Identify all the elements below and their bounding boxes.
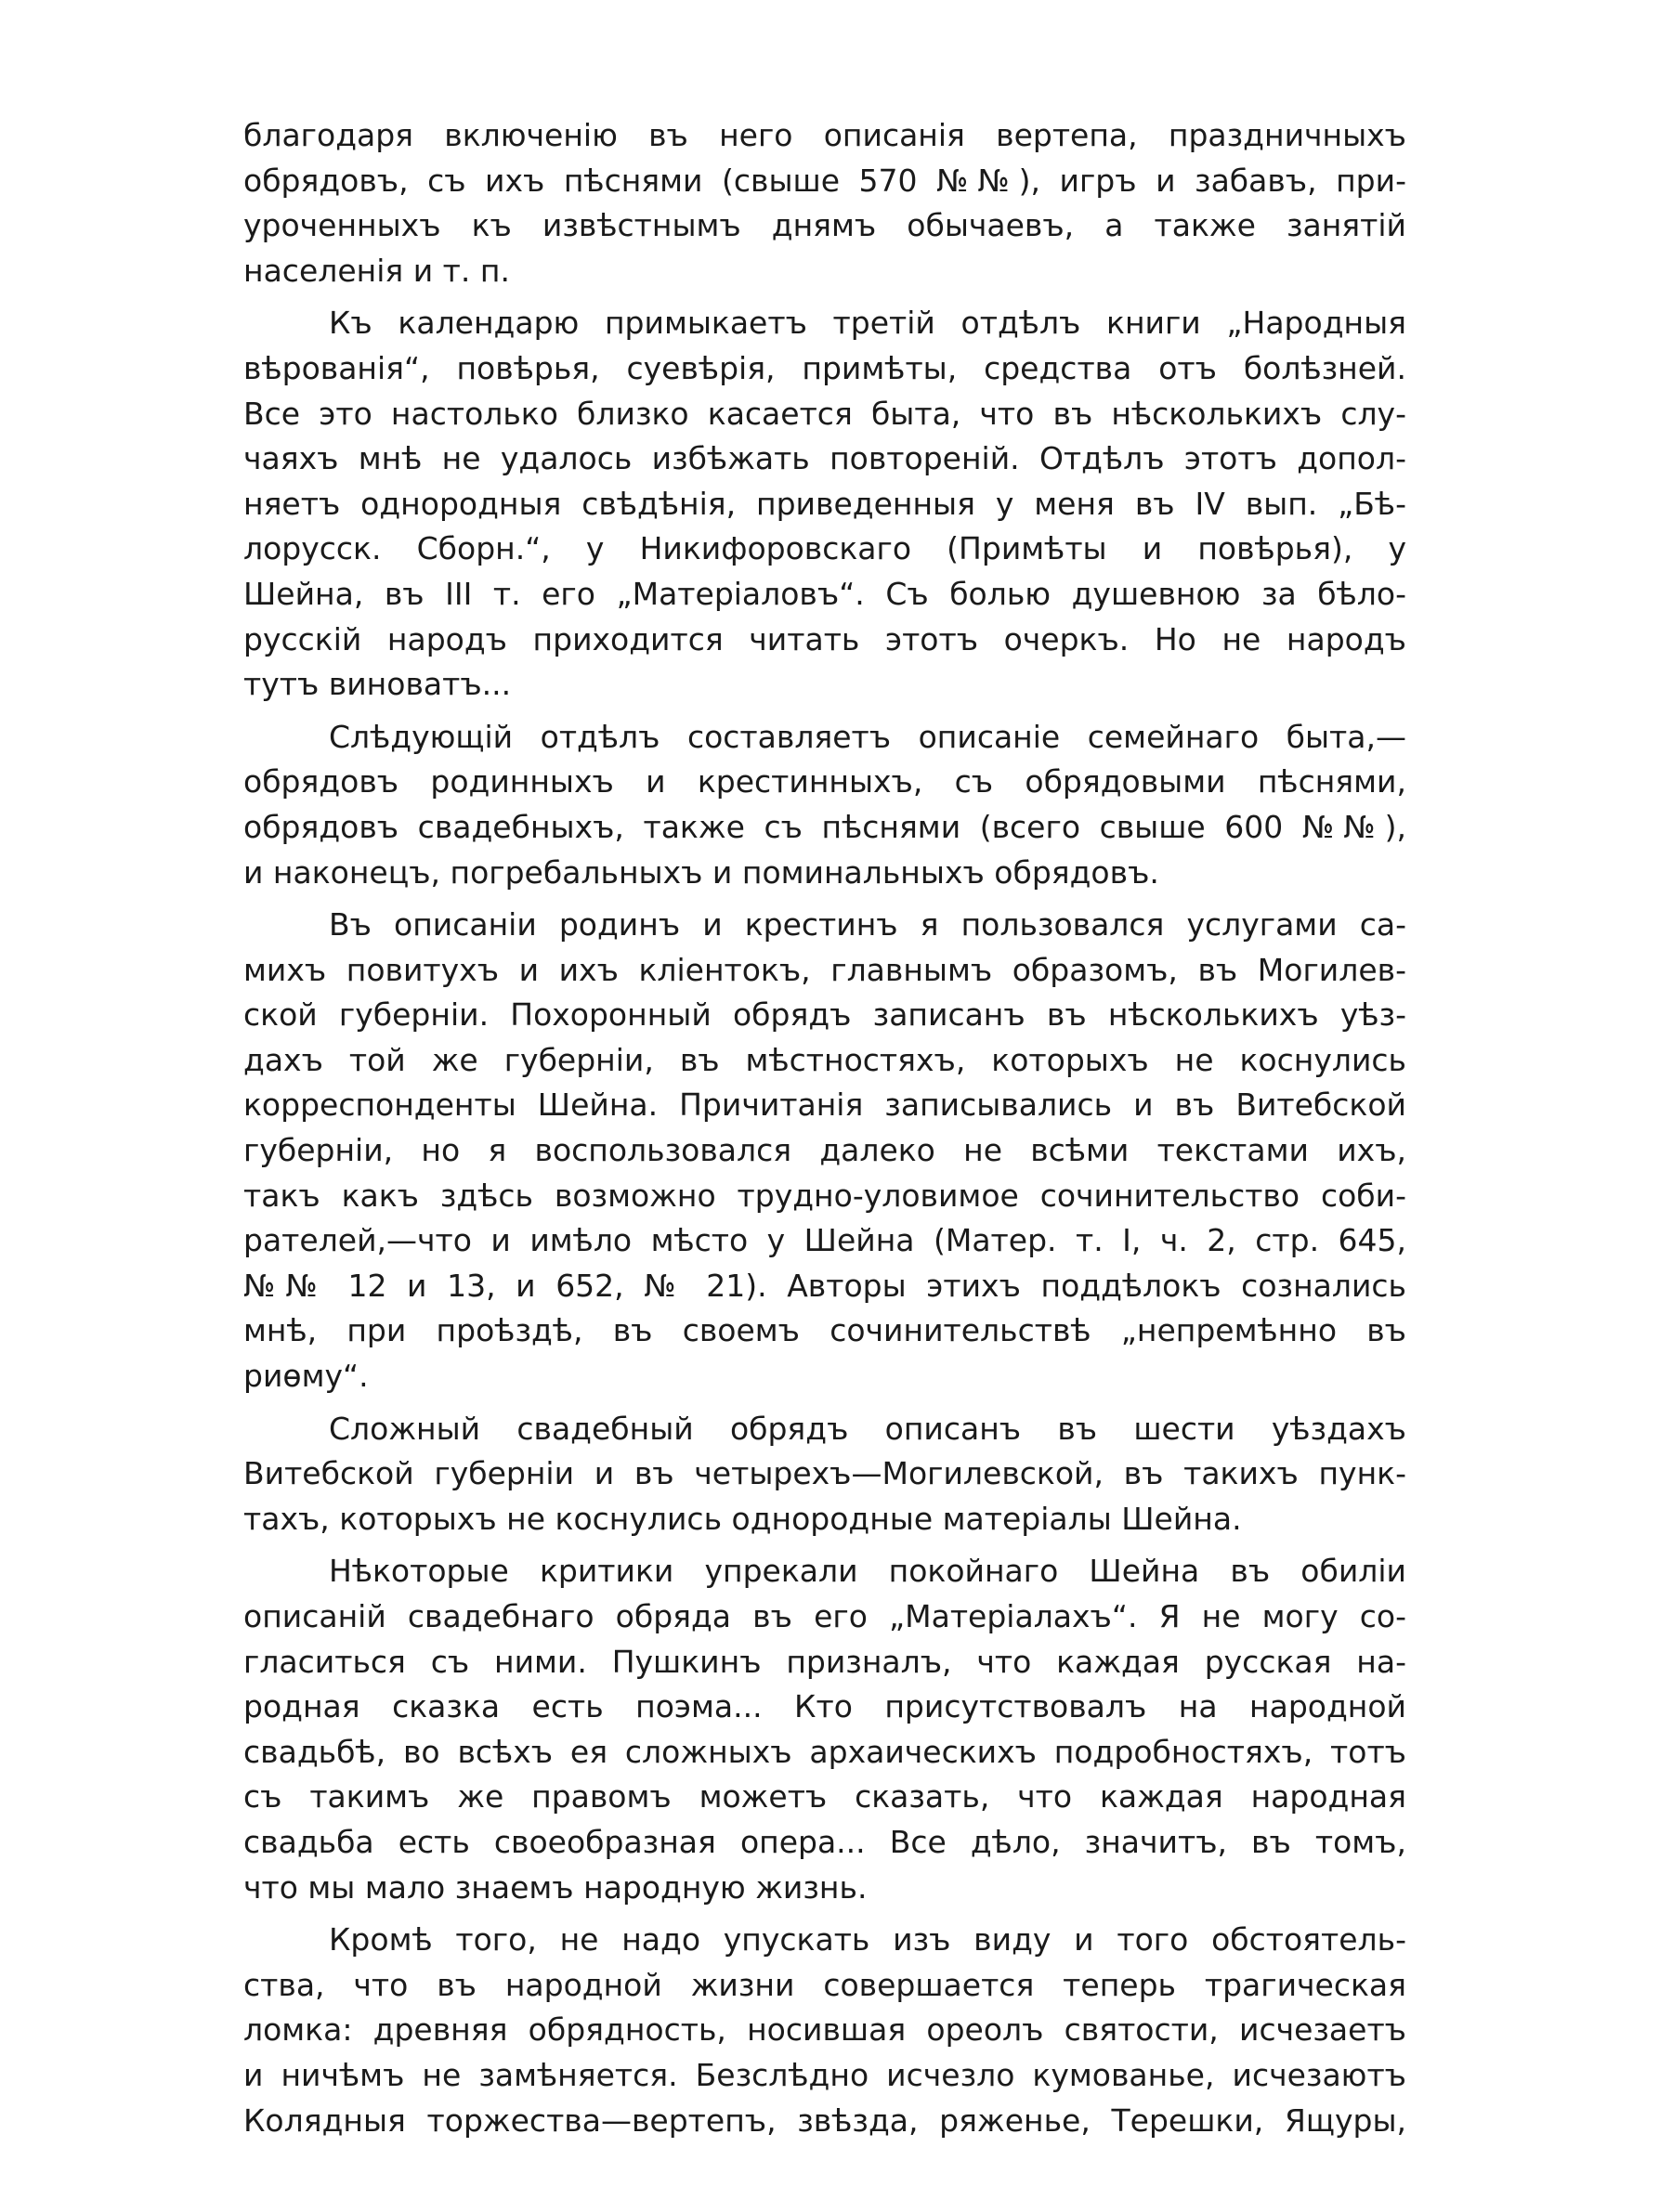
paragraph — [243, 301, 1406, 707]
text-line: свадьбѣ, во всѣхъ ея сложныхъ архаическихъ подробностяхъ, тотъ — [243, 1733, 1406, 1770]
text-line: и наконецъ, погребальныхъ и поминальныхъ обрядовъ. — [243, 853, 1159, 891]
text-line: Къ календарю примыкаетъ третій отдѣлъ книги „Народныя — [329, 305, 1406, 342]
text-line: Все это настолько близко касается быта, что въ нѣсколькихъ слу- — [243, 395, 1406, 432]
text-line: тахъ, которыхъ не коснулись однородные матеріалы Шейна. — [243, 1500, 1242, 1537]
text-line: Шейна, въ III т. его „Матеріаловъ“. Съ болью душевною за бѣло- — [243, 575, 1406, 612]
text-line: лорусск. Сборн.“, у Никифоровскаго (Примѣты и повѣрья), у — [243, 530, 1406, 567]
text-line: няетъ однородныя свѣдѣнія, приведенныя у меня въ IV вып. „Бѣ- — [243, 485, 1406, 522]
text-line: ской губерніи. Похоронный обрядъ записанъ въ нѣсколькихъ уѣз- — [243, 996, 1406, 1034]
text-line: Витебской губерніи и въ четырехъ—Могилевской, въ такихъ пунк- — [243, 1455, 1406, 1492]
text-line: населенія и т. п. — [243, 252, 510, 289]
text-line: губерніи, но я воспользовался далеко не всѣми текстами ихъ, — [243, 1132, 1406, 1169]
text-line: Колядныя торжества—вертепъ, звѣзда, ряженье, Терешки, Ящуры, — [243, 2101, 1406, 2139]
text-line: дахъ той же губерніи, въ мѣстностяхъ, которыхъ не коснулись — [243, 1041, 1406, 1078]
text-line: что мы мало знаемъ народную жизнь. — [243, 1868, 868, 1906]
text-line: съ такимъ же правомъ можетъ сказать, что каждая народная — [243, 1778, 1406, 1815]
paragraph — [243, 715, 1406, 895]
text-line: мнѣ, при проѣздѣ, въ своемъ сочинительствѣ „непремѣнно въ — [243, 1312, 1406, 1349]
text-line: михъ повитухъ и ихъ кліентокъ, главнымъ образомъ, въ Могилев- — [243, 951, 1406, 988]
page-text — [243, 113, 1406, 2151]
text-line: корреспонденты Шейна. Причитанія записывались и въ Витебской — [243, 1086, 1406, 1124]
text-line: обрядовъ родинныхъ и крестинныхъ, съ обрядовыми пѣснями, — [243, 763, 1406, 800]
text-line: чаяхъ мнѣ не удалось избѣжать повтореній. Отдѣлъ этотъ допол- — [243, 440, 1406, 477]
paragraph — [243, 903, 1406, 1399]
text-line: ства, что въ народной жизни совершается теперь трагическая — [243, 1966, 1406, 2003]
text-line: Въ описаніи родинъ и крестинъ я пользовался услугами са- — [329, 906, 1406, 943]
text-line: риѳму“. — [243, 1358, 369, 1395]
text-line: и ничѣмъ не замѣняется. Безслѣдно исчезло кумованье, исчезаютъ — [243, 2056, 1406, 2093]
text-line: гласиться съ ними. Пушкинъ призналъ, что каждая русская на- — [243, 1643, 1406, 1680]
paragraph — [243, 1549, 1406, 1910]
text-line: свадьба есть своеобразная опера... Все дѣло, значитъ, въ томъ, — [243, 1823, 1406, 1860]
text-line: Сложный свадебный обрядъ описанъ въ шести уѣздахъ — [329, 1410, 1406, 1447]
text-line: описаній свадебнаго обряда въ его „Матеріалахъ“. Я не могу со- — [243, 1598, 1406, 1634]
text-line: рателей,—что и имѣло мѣсто у Шейна (Матер. т. I, ч. 2, стр. 645, — [243, 1222, 1406, 1259]
paragraph — [243, 1918, 1406, 2143]
text-line: тутъ виноватъ... — [243, 666, 512, 703]
text-line: обрядовъ, съ ихъ пѣснями (свыше 570 №№), игръ и забавъ, при- — [243, 162, 1406, 199]
text-line: уроченныхъ къ извѣстнымъ днямъ обычаевъ, а также занятій — [243, 207, 1406, 244]
text-line: Нѣкоторые критики упрекали покойнаго Шейна въ обиліи — [329, 1553, 1406, 1590]
text-line: такъ какъ здѣсь возможно трудно-уловимое сочинительство соби- — [243, 1177, 1406, 1214]
paragraph — [243, 1407, 1406, 1542]
text-line: родная сказка есть поэма... Кто присутствовалъ на народной — [243, 1688, 1406, 1725]
text-line: Слѣдующій отдѣлъ составляетъ описаніе семейнаго быта,— — [329, 718, 1406, 755]
text-line: обрядовъ свадебныхъ, также съ пѣснями (всего свыше 600 №№), — [243, 808, 1406, 845]
text-line: благодаря включенію въ него описанія вертепа, праздничныхъ — [243, 117, 1406, 153]
text-line: ломка: древняя обрядность, носившая ореолъ святости, исчезаетъ — [243, 2011, 1406, 2049]
text-line: русскій народъ приходится читать этотъ очеркъ. Но не народъ — [243, 620, 1406, 657]
paragraph — [243, 113, 1406, 293]
text-line: вѣрованія“, повѣрья, суевѣрія, примѣты, средства отъ болѣзней. — [243, 349, 1406, 386]
text-line: №№ 12 и 13, и 652, № 21). Авторы этихъ поддѣлокъ сознались — [243, 1267, 1406, 1304]
text-line: Кромѣ того, не надо упускать изъ виду и того обстоятель- — [329, 1921, 1406, 1958]
